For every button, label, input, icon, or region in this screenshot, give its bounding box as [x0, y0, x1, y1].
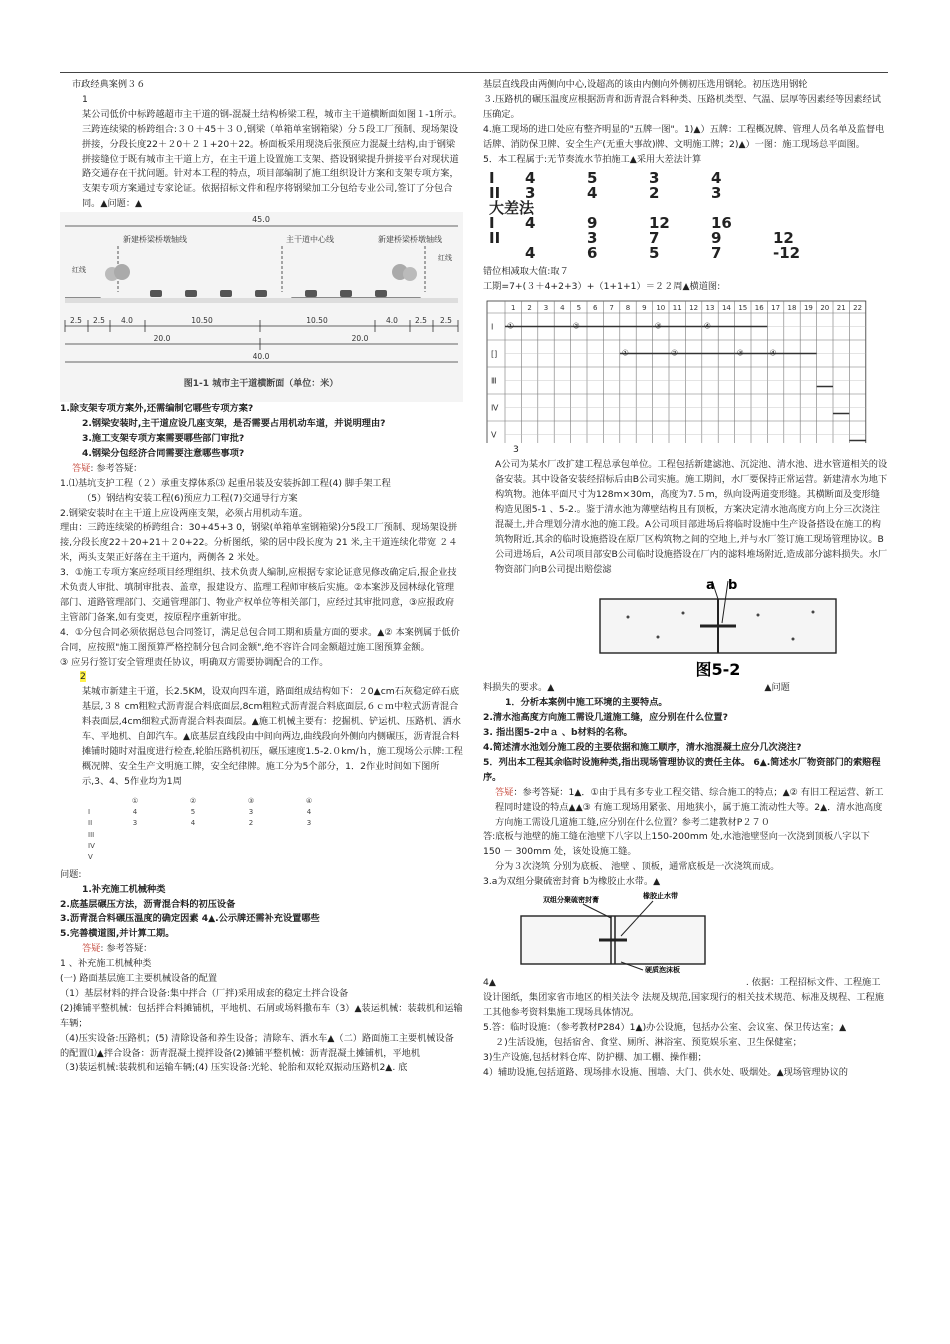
case3-question-5: 5．列出本工程其余临时设施种类,指出现场管理协议的责任主体。 6▲.简述水厂物资部门的索赔程序。: [483, 756, 881, 783]
right-column: [483, 78, 888, 1080]
cell: 4: [132, 808, 138, 817]
gantt-col-label: 22: [853, 304, 863, 313]
cell: 3: [132, 819, 138, 828]
gantt-col-label: 12: [689, 304, 699, 313]
case3-answer-4: [483, 976, 888, 1021]
gantt-col-label: 14: [721, 304, 731, 313]
case2-question-3: 3.沥青混合料碾压温度的确定因素 4▲.公示牌还需补充设置哪些: [60, 913, 320, 925]
work-time-table: [88, 796, 338, 864]
case1-question-3: 3.施工支架专项方案需要哪些部门审批?: [82, 432, 245, 444]
case2-answer-1c: (2)摊铺平整机械：包括拌合料摊铺机，平地机、石屑或场料撒布车（3）▲装运机械：装载机和运输车辆；: [60, 1002, 463, 1029]
gantt-col-label: 2: [527, 304, 532, 313]
case1-answer-2-reason: 理由：三跨连续梁的桥跨组合：30+45+3 0，钢梁(单箱单室钢箱梁)分5段工厂预制、现场架设拼接,分段长度22＋20+21＋２0+22。分析图纸，梁的居中段长度为 21 米,主干道连续化带宽 ２４ 米，两头支架正好落在主干道内，两侧各 2 米处。: [60, 522, 458, 564]
answer-suffix: : 参考答疑：: [100, 943, 153, 955]
gantt-frame: [487, 301, 866, 443]
gantt-col-label: 17: [771, 304, 781, 313]
label-foam-board: 硬质泡沫板: [645, 966, 680, 975]
gantt-row-label: []: [491, 349, 498, 359]
case2-question-label: 问题:: [60, 868, 82, 880]
case3-number: 3: [513, 444, 519, 456]
road-center-label: 主干道中心线: [286, 235, 334, 245]
answer-label: 答疑: [82, 943, 101, 955]
dim-lane-8: 2.5: [440, 316, 452, 326]
case3-tail: [483, 681, 888, 696]
dim-half-right: 20.0: [351, 334, 369, 344]
label-waterstop: 橡胶止水带: [643, 892, 678, 901]
gantt-col-label: 7: [609, 304, 614, 313]
case3-answer-5: 5.答：临时设施：（参考教材P284）1▲)办公设施，包括办公室、会议室、保卫传达室；▲: [483, 1021, 847, 1033]
dim-45-label: 45.0: [252, 215, 270, 225]
case1-question-4: 4.钢梁分包经济合同需要注意哪些事项?: [82, 447, 245, 459]
gantt-col-label: 20: [820, 304, 830, 313]
gantt-chart: [483, 295, 883, 443]
gantt-col-label: 10: [656, 304, 666, 313]
case3-answer-3: 3.a为双组分聚硫密封膏 b为橡胶止水带。▲: [483, 876, 661, 888]
case1-answer-heading: [60, 462, 463, 477]
gantt-bar-mark: ④: [769, 348, 777, 358]
case3-answer-1-text: ：参考答疑：1▲．①由于具有多专业工程交错、综合施工的特点；▲② 有旧工程运营、新工程同时建设的特点▲▲③ 有施工现场用紧张、用地狭小，属于施工流动性大等。2▲．清水池高度方向施工需设几道施工缝,应分别在什么位置？参考二建教材P２７０: [495, 786, 884, 828]
label-b: b: [728, 578, 738, 594]
dim-lane-5: 10.50: [306, 316, 328, 326]
label-sealant: 双组分聚硫密封膏: [543, 896, 599, 905]
gantt-col-label: 19: [803, 304, 813, 313]
cell: 3: [306, 819, 312, 828]
cell: 4: [190, 819, 196, 828]
answer-label: 答疑: [495, 786, 514, 798]
case2-number: 2: [80, 671, 86, 683]
redline-left-label: 红线: [72, 266, 86, 275]
gantt-row-label: Ⅳ: [491, 403, 499, 413]
redline-right-label: 红线: [438, 254, 452, 263]
pier-axis-right-label: 新建桥梁桥墩轴线: [378, 235, 442, 245]
cell: 3: [248, 808, 254, 817]
case2-question-2: 2.底基层碾压方法，沥青混合料的初压设备: [60, 898, 236, 910]
offset-note: 错位相减取大值:取７: [483, 266, 569, 278]
gantt-col-label: 1: [510, 304, 516, 313]
gantt-bar-mark: ①: [507, 321, 515, 331]
dim-lane-4: 10.50: [191, 316, 213, 326]
dim-lane-2: 2.5: [93, 316, 105, 326]
case3-answer-5d: 4）辅助设施,包括道路、现场排水设施、围墙、大门、供水处、吸烟处。▲现场管理协议的: [483, 1066, 848, 1078]
case3-question-2: 2.清水池高度方向施工需设几道施工缝，应分别在什么位置?: [483, 712, 728, 724]
gantt-bar-mark: ④: [703, 321, 711, 331]
gantt-col-label: 4: [560, 304, 565, 313]
figure-5-2: [588, 577, 848, 681]
doc-title: 市政经典案例３６: [72, 79, 146, 90]
gantt-col-label: 9: [642, 304, 647, 313]
case1-answer-1: 1.⑴基坑支护工程（２）承重支撑体系⑶ 起重吊装及安装拆卸工程(4) 脚手架工程: [60, 477, 391, 489]
gantt-bar-mark: ②: [671, 348, 679, 358]
case3-question-label: ▲问题: [764, 682, 790, 694]
col-header-3: ③: [247, 796, 255, 805]
large-difference-table: I 4 5 3 4 II 3 4 2 3 大差法 I 4 9 12 16 II 3 7 9 12 4 6 5 7 -12: [489, 169, 801, 263]
cell: 2: [248, 819, 254, 828]
case2-answer-1e: （3)装运机械:装载机和运输车辆;(4) 压实设备:光轮、轮胎和双轮双振动压路机2▲. 底: [60, 1062, 408, 1074]
duration-formula: 工期=7+(３＋4+2+3）+（1+1+1）＝２２周▲横道图:: [483, 281, 721, 293]
dim-half-left: 20.0: [153, 334, 171, 344]
answer-suffix: : 参考答疑：: [90, 462, 143, 474]
gantt-bar-mark: ③: [654, 321, 662, 331]
case2-answer-1a: (一) 路面基层施工主要机械设备的配置: [60, 973, 218, 985]
case3-answer-4-text: . 依据：工程招标文件、工程施工设计图纸，集团家省市地区的相关法令 法规及规范,国家现行的相关技术规范、标准及规程、工程施工其他参考资料集施工现场具体情况。: [483, 977, 884, 1018]
row-label: I: [88, 808, 91, 817]
case3-answer-1: [483, 786, 888, 831]
case1-number: 1: [82, 93, 88, 105]
case3-question-1: 1．分析本案例中施工环境的主要特点。: [505, 697, 668, 709]
case3-answer-2b: 分为３次浇筑 分别为底板、 池壁 、顶板，通常底板是一次浇筑而成。: [495, 861, 780, 873]
case3-answer-4-number: 4▲: [483, 977, 496, 989]
case3-intro: A公司为某水厂改扩建工程总承包单位。工程包括新建滤池、沉淀池、清水池、进水管道相关的设备安装。其中设备安装经招标后由B公司实施。施工期间，水厂要保持正常运营。新建清水为地下构筑物。池体平面尺寸为128m×30m，高度为7.５m，纵向设两道变形缝。其横断面及变形缝构造见图5-1 、5-2.。鉴于清水池为薄壁结构且有顶板，方案决定清水池高度方向上分三次浇注混凝土,并合理划分清水池的施工段。A公司项目部进场后将临时设施中生产设备搭设在施工的构筑物附近,其余的临时设施搭设在原厂区构筑物之间的空地上,并与水厂签订施工现场管理协议。B公司进场后，A公司项目部安B公司临时设施搭设在厂内的滤料堆场附近,造成部分滤料损失。水厂物资部门向B公司提出赔偿滤: [495, 459, 888, 575]
cell: 4: [306, 808, 312, 817]
gantt-bar-mark: ②: [572, 321, 580, 331]
gantt-row-label: I: [491, 322, 494, 332]
case1-answer-1b: （5）钢结构安装工程(6)预应力工程(7)交通导行方案: [82, 492, 298, 504]
gantt-col-label: 8: [625, 304, 631, 313]
row-label: V: [88, 853, 93, 862]
cell: 5: [190, 808, 196, 817]
gantt-col-label: 21: [836, 304, 846, 313]
case2-answer-1b: （1）基层材料的拌合设备:集中拌合（厂拌)采用成套的稳定土拌合设备: [60, 987, 349, 999]
case3-answer-5b: ２)生活设施，包括宿舍、食堂、厕所、淋浴室、预览娱乐室、卫生保健室；: [495, 1036, 802, 1048]
answer-label: 答疑: [72, 462, 91, 474]
gantt-col-label: 3: [543, 304, 549, 313]
case2-answer-3: ３.压路机的碾压温度应根据沥青和沥青混合料种类、压路机类型、气温、层厚等因素经等因素经试压确定。: [483, 93, 881, 120]
case3-question-3: 3. 指出图5-2中ａ 、b材料的名称。: [483, 727, 633, 739]
case1-question-2: 2.钢梁安装时,主干道应设几座支架，是否需要占用机动车道，并说明理由?: [82, 418, 386, 430]
dim-total-40: 40.0: [252, 352, 270, 362]
case1-question-1: 1.除支架专项方案外,还需编制它哪些专项方案?: [60, 403, 254, 415]
case2-answer-4: 4.施工现场的进口处应有整齐明显的"五牌一图"。1)▲）五牌：工程概况牌、管理人员名单及监督电话牌、消防保卫牌、安全生产(无重大事故)牌、文明施工牌；2)▲）一图：施工现场总平面图。: [483, 123, 885, 150]
dim-lane-1: 2.5: [70, 316, 82, 326]
dim-lane-7: 2.5: [415, 316, 427, 326]
case2-question-5: 5.完善横道图,并计算工期。: [60, 928, 175, 940]
header-rule: [60, 72, 888, 73]
cross-section-figure: [60, 212, 463, 402]
gantt-col-label: 18: [787, 304, 797, 313]
gantt-bar-mark: ①: [621, 348, 629, 358]
case1-intro: 某公司低价中标跨越超市主干道的钢-混凝土结构桥梁工程，城市主干道横断面如图１-1所示。三跨连续梁的桥跨组合:３０＋45＋３０,钢梁（单箱单室钢箱梁）分５段工厂预制、现场架设拼接，分段长度22＋２0＋２１+20＋22。桥面板采用现浇后张预应力混凝土结构,由于钢梁拼接缝位于既有城市主干道上方，在主干道上设置施工支架、搭设钢梁提升拼接平台对现状道路交通存在干扰问题。针对本工程的特点，项目部编制了施工组织设计方案和支架专项方案，支架专项方案通过专家论证。依据招标文件和程序将钢梁加工分包给专业公司,签订了分包合同。▲问题：▲: [82, 108, 462, 210]
row-label: III: [88, 830, 95, 839]
gantt-row-label: V: [491, 430, 497, 440]
gantt-col-label: 13: [705, 304, 715, 313]
row-label: II: [88, 819, 93, 828]
col-header-2: ②: [189, 796, 197, 805]
gantt-col-label: 6: [592, 304, 598, 313]
case3-answer-2: 答:底板与池壁的施工缝在池壁下八字以上150-200mm 处,水池池壁竖向一次浇到顶板八字以下 150 － 300mm 处，该处设施工缝。: [483, 831, 870, 858]
dim-lane-6: 4.0: [386, 316, 398, 326]
case1-answer-2: 2.钢梁安装时在主干道上应设两座支架，必须占用机动车道。: [60, 507, 308, 519]
left-column: [60, 78, 463, 1076]
col-header-1: ①: [131, 796, 139, 805]
figure-5-2-caption: 图5-2: [695, 660, 741, 680]
label-a: a: [706, 578, 715, 594]
case3-question-4: 4.简述清水池划分施工段的主要依据和施工顺序，清水池混凝土应分几次浇注?: [483, 742, 802, 754]
case2-answer-1d: （4)压实设备:压路机；(5) 清除设备和养生设备；清除车、洒水车▲（二）路面施工主要机械设备的配置⑴▲拌合设备：沥青混凝土搅拌设备(2)摊铺平整机械：沥青混凝土摊铺机，平地机: [60, 1032, 454, 1059]
case2-intro: 某城市新建主干道，长2.5KM，设双向四车道，路面组成结构如下：２0▲cm石灰稳定碎石底基层,３８ cm粗粒式沥青混合料底面层,8cm粗粒式沥青混合料底面层,６ｃｍ中粒式沥青混合料表面层,4cm细粒式沥青混合料表面层。▲施工机械主要有：挖掘机、铲运机、压路机、洒水车、平地机、自卸汽车。▲底基层直线段由中间向两边,曲线段向外侧向内侧碾压，沥青混合料摊铺时随时对温度进行检查,轮胎压路机初压，碾压速度1.5-2.０km/ｈ，施工现场公示牌:工程概况牌、安全生产文明施工牌，安全纪律牌。施工分为5个部分，1．2作业时间如下图所示,3、4、5作业均为1周: [82, 686, 463, 787]
gantt-col-label: 15: [738, 304, 748, 313]
case1-answer-3: 3．①施工专项方案应经项目经理组织、技术负责人编制,应根据专家论证意见修改确定后,报企业技术负责人审批、填制审批表、盖章，报建设方、监理工程师审核后实施。②本案涉及园林绿化管理部门、道路管理部门、交通管理部门、物业产权单位等相关部门，应经过其审批同意，③应报政府主管部门备案,如有变更，按原程序重新审批。: [60, 567, 457, 623]
gantt-col-label: 5: [576, 304, 582, 313]
gantt-col-label: 16: [754, 304, 764, 313]
case1-answer-4: 4．①分包合同必须依据总包合同签订，满足总包合同工期和质量方面的要求。▲② 本案例属于低价合同，应按照"施工图预算严格控制分包合同金额",绝不容许合同金额超过施工图预算金额。: [60, 626, 460, 653]
case2-question-1: 1.补充施工机械种类: [82, 883, 166, 895]
col-header-4: ④: [305, 796, 313, 805]
pier-axis-left-label: 新建桥梁桥墩轴线: [123, 235, 187, 245]
figure-1-caption: 图1-1 城市主干道横断面（单位：米）: [183, 379, 339, 390]
case2-answer-2: 基层直线段由两侧向中心,设超高的该由内侧向外侧初压选用钢轮。初压选用钢轮: [483, 79, 808, 90]
row-label: IV: [88, 842, 95, 851]
case3-tail-text: 料损失的要求。▲: [483, 682, 555, 694]
large-difference-title: 大差法: [489, 199, 535, 218]
case1-answer-4c: ③ 应另行签订安全管理责任协议，明确双方需要协调配合的工作。: [60, 656, 329, 668]
gantt-bar-mark: ③: [736, 348, 744, 358]
case3-answer-5c: 3)生产设施,包括材料仓库、防护棚、加工棚、操作棚；: [483, 1051, 707, 1063]
case2-answer-1: 1 、补充施工机械种类: [60, 958, 152, 970]
waterstop-figure: [513, 890, 713, 976]
dim-lane-3: 4.0: [121, 316, 133, 326]
gantt-col-label: 11: [672, 304, 682, 313]
case2-answer-5: 5．本工程属于:无节奏流水节拍施工▲采用大差法计算: [483, 153, 702, 165]
gantt-row-label: Ⅲ: [491, 376, 497, 386]
